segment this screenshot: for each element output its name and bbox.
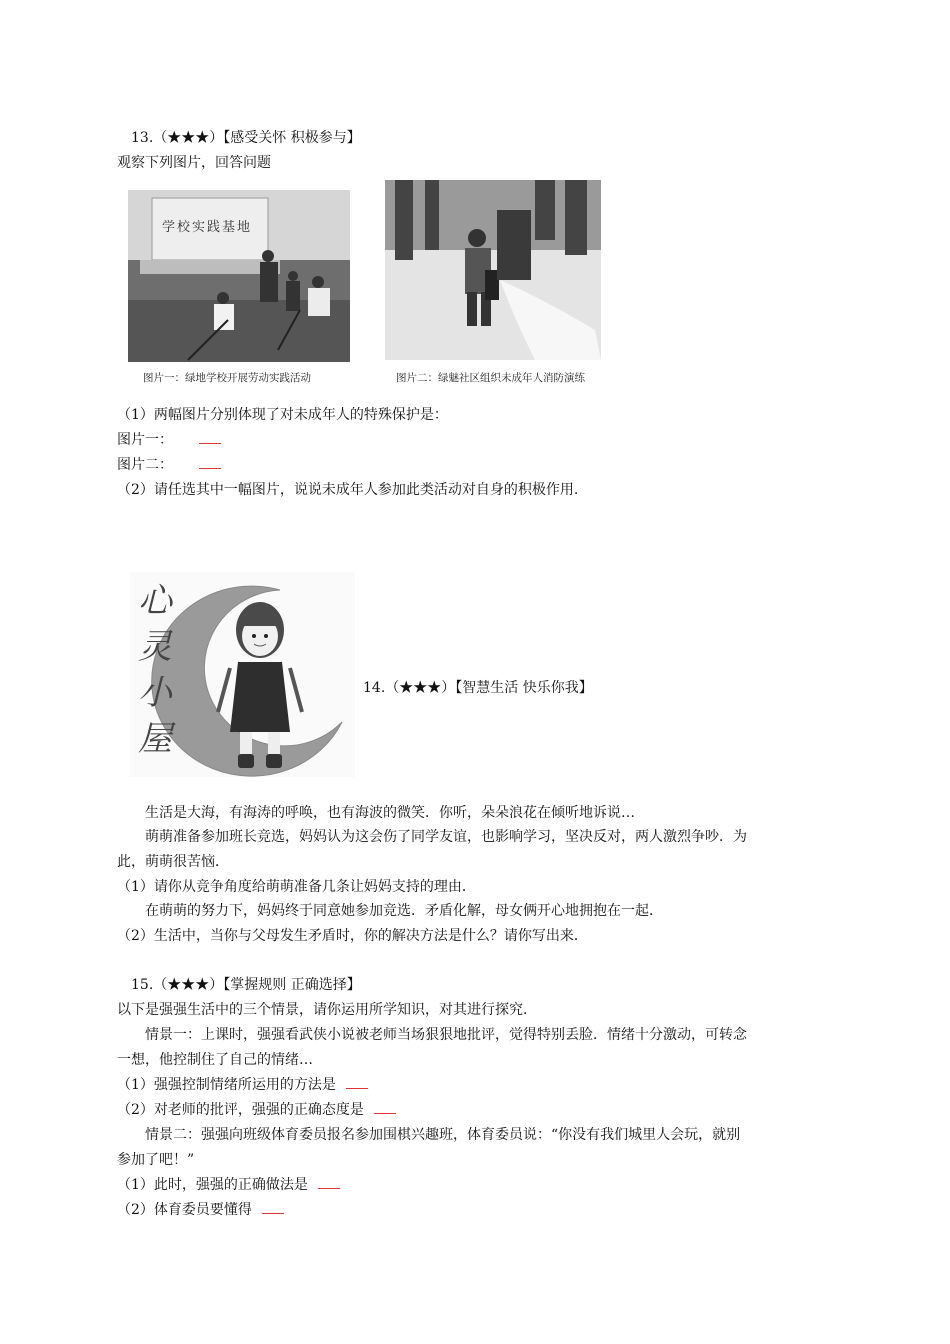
q15-scene2-q2-text: （2）体育委员要懂得 bbox=[117, 1202, 252, 1218]
photo-fire-drill-image bbox=[385, 180, 601, 360]
q15-scene1-q2-blank[interactable] bbox=[374, 1101, 396, 1114]
q15-scene1-q1 bbox=[117, 1075, 368, 1095]
photo2-caption: 图片二：绿魅社区组织未成年人消防演练 bbox=[396, 372, 585, 384]
q14-part2: （2）生活中，当你与父母发生矛盾时，你的解决方法是什么？请你写出来． bbox=[117, 928, 588, 944]
q14-paragraph-2b: 此，萌萌很苦恼． bbox=[117, 854, 229, 870]
calligraphy-char: 灵 bbox=[138, 627, 172, 667]
calligraphy-char: 小 bbox=[138, 673, 172, 713]
photo-fire-drill bbox=[385, 180, 601, 360]
q15-scene1-q1-blank[interactable] bbox=[346, 1076, 368, 1089]
q15-scene2-q2 bbox=[117, 1200, 284, 1220]
q15-scene1-q1-text: （1）强强控制情绪所运用的方法是 bbox=[117, 1077, 336, 1093]
photo1-sign-text: 学校实践基地 bbox=[162, 220, 253, 235]
calligraphy-column bbox=[138, 578, 178, 762]
q15-scene2a: 情景二：强强向班级体育委员报名参加围棋兴趣班，体育委员说：“你没有我们城里人会玩，就别 bbox=[145, 1127, 741, 1143]
q13-intro: 观察下列图片，回答问题 bbox=[117, 155, 271, 171]
q15-scene1-q2-text: （2）对老师的批评，强强的正确态度是 bbox=[117, 1102, 364, 1118]
q15-scene2-q1-blank[interactable] bbox=[318, 1176, 340, 1189]
q13-part1: （1）两幅图片分别体现了对未成年人的特殊保护是： bbox=[117, 407, 448, 423]
q13-part2: （2）请任选其中一幅图片，说说未成年人参加此类活动对自身的积极作用. bbox=[117, 482, 579, 498]
q15-title: 15.（★★★）【掌握规则 正确选择】 bbox=[131, 977, 361, 993]
moon-girl-illustration bbox=[130, 572, 355, 777]
calligraphy-char: 屋 bbox=[138, 719, 172, 759]
q13-pic2-answer bbox=[117, 455, 221, 475]
q13-title: 13.（★★★）【感受关怀 积极参与】 bbox=[131, 130, 361, 146]
q14-title: 14.（★★★）【智慧生活 快乐你我】 bbox=[363, 680, 593, 696]
q15-scene1-q2 bbox=[117, 1100, 396, 1120]
q15-scene2b: 参加了吧！” bbox=[117, 1152, 195, 1168]
q13-pic1-blank[interactable] bbox=[199, 431, 221, 444]
q15-scene2-q1-text: （1）此时，强强的正确做法是 bbox=[117, 1177, 308, 1193]
q14-paragraph-3: 在萌萌的努力下，妈妈终于同意她参加竞选．矛盾化解，母女俩开心地拥抱在一起． bbox=[145, 903, 663, 919]
photo1-caption: 图片一：绿地学校开展劳动实践活动 bbox=[143, 372, 311, 384]
q15-scene2-q1 bbox=[117, 1175, 340, 1195]
photo-labor-practice bbox=[128, 190, 350, 362]
q13-pic1-answer bbox=[117, 430, 221, 450]
q14-paragraph-1: 生活是大海，有海涛的呼唤，也有海波的微笑．你听，朵朵浪花在倾听地诉说… bbox=[145, 805, 635, 821]
calligraphy-char: 心 bbox=[138, 581, 172, 621]
q15-scene1a: 情景一：上课时，强强看武侠小说被老师当场狠狠地批评，觉得特别丢脸．情绪十分激动，可转念 bbox=[145, 1027, 747, 1043]
photo-labor-practice-image bbox=[128, 190, 350, 362]
q15-scene1b: 一想，他控制住了自己的情绪… bbox=[117, 1052, 313, 1068]
q15-intro: 以下是强强生活中的三个情景，请你运用所学知识，对其进行探究． bbox=[117, 1002, 537, 1018]
q13-pic1-label: 图片一： bbox=[117, 432, 173, 448]
q14-paragraph-2a: 萌萌准备参加班长竞选，妈妈认为这会伤了同学友谊，也影响学习，坚决反对，两人激烈争吵．为 bbox=[145, 829, 747, 845]
q13-pic2-label: 图片二： bbox=[117, 457, 173, 473]
q13-pic2-blank[interactable] bbox=[199, 456, 221, 469]
q15-scene2-q2-blank[interactable] bbox=[262, 1201, 284, 1214]
q14-part1: （1）请你从竞争角度给萌萌准备几条让妈妈支持的理由． bbox=[117, 879, 476, 895]
